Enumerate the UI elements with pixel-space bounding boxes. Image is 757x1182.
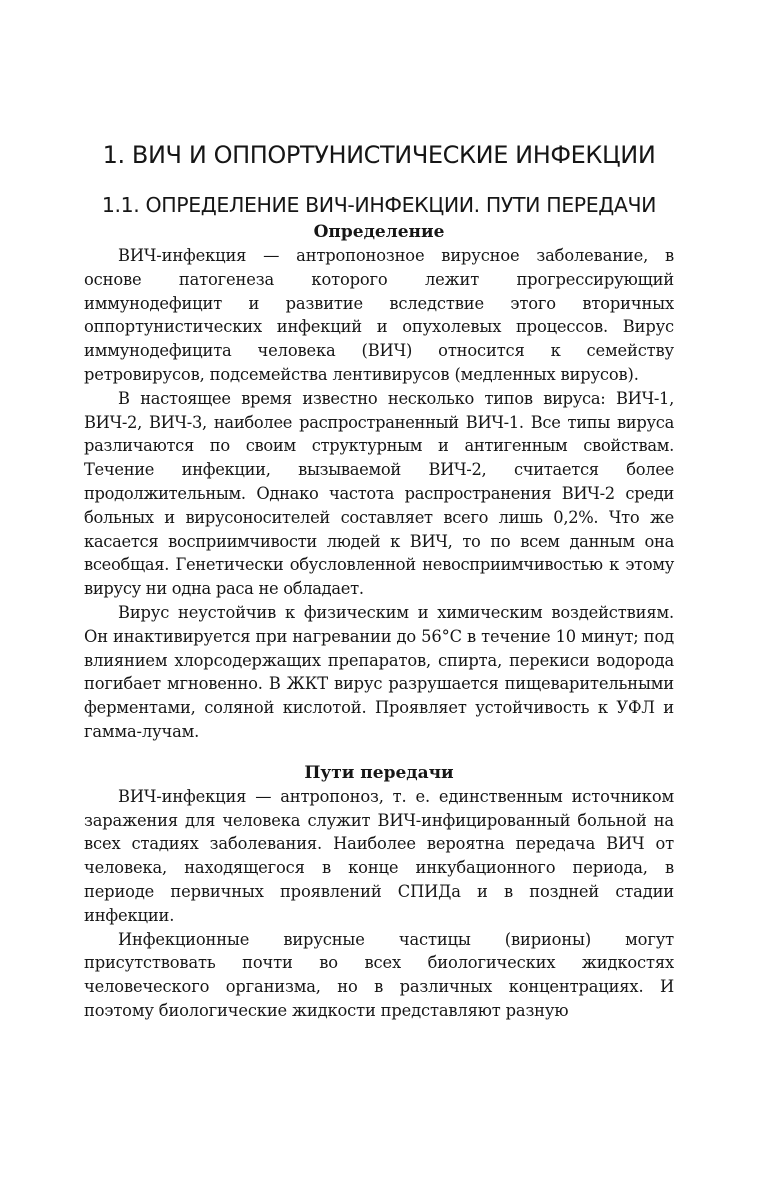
subsection-heading: Пути передачи [304,762,454,783]
book-page [84,138,674,1023]
section-title: 1.1. ОПРЕДЕЛЕНИЕ ВИЧ-ИНФЕКЦИИ. ПУТИ ПЕРЕДАЧИ [101,193,657,217]
chapter-title: 1. ВИЧ И ОППОРТУНИСТИЧЕСКИЕ ИНФЕКЦИИ [102,141,656,169]
paragraph: Вирус неустойчив к физическим и химическим воздействиям. Он инактивируется при нагревании до 56°С в течение 10 минут; под влиянием хлорсодержащих препаратов, спирта, перекиси водорода погибает мгновенно. В ЖКТ вирус разрушается пищеварительными ферментами, соляной кислотой. Проявляет устойчивость к УФЛ и гамма-лучам. [84,602,674,741]
paragraph: Инфекционные вирусные частицы (вирионы) могут присутствовать почти во всех биологических жидкостях человеческого организма, но в различных концентрациях. И поэтому биологические жидкости представляют разную [84,929,674,1020]
paragraph: В настоящее время известно несколько типов вируса: ВИЧ-1, ВИЧ-2, ВИЧ-3, наиболее распространенный ВИЧ-1. Все типы вируса различаются по своим структурным и антигенным свойствам. Течение инфекции, вызываемой ВИЧ-2, считается более продолжительным. Однако частота распространения ВИЧ-2 среди больных и вирусоносителей составляет всего лишь 0,2%. Что же касается восприимчивости людей к ВИЧ, то по всем данным она всеобщая. Генетически обусловленной невосприимчивостью к этому вирусу ни одна раса не обладает. [84,388,674,599]
subsection-definition [84,220,674,744]
subsection-transmission [84,761,674,1023]
paragraph: ВИЧ-инфекция — антропонозное вирусное заболевание, в основе патогенеза которого лежит прогрессирующий иммунодефицит и развитие вследствие этого вторичных оппортунистических инфекций и опухолевых процессов. Вирус иммунодефицита человека (ВИЧ) относится к семейству ретровирусов, подсемейства лентивирусов (медленных вирусов). [84,246,674,384]
paragraph: ВИЧ-инфекция — антропоноз, т. е. единственным источником заражения для человека служит ВИЧ-инфицированный больной на всех стадиях заболевания. Наиболее вероятна передача ВИЧ от человека, находящегося в конце инкубационного периода, в периоде первичных проявлений СПИДа и в поздней стадии инфекции. [84,786,674,925]
subsection-heading: Определение [313,222,445,242]
